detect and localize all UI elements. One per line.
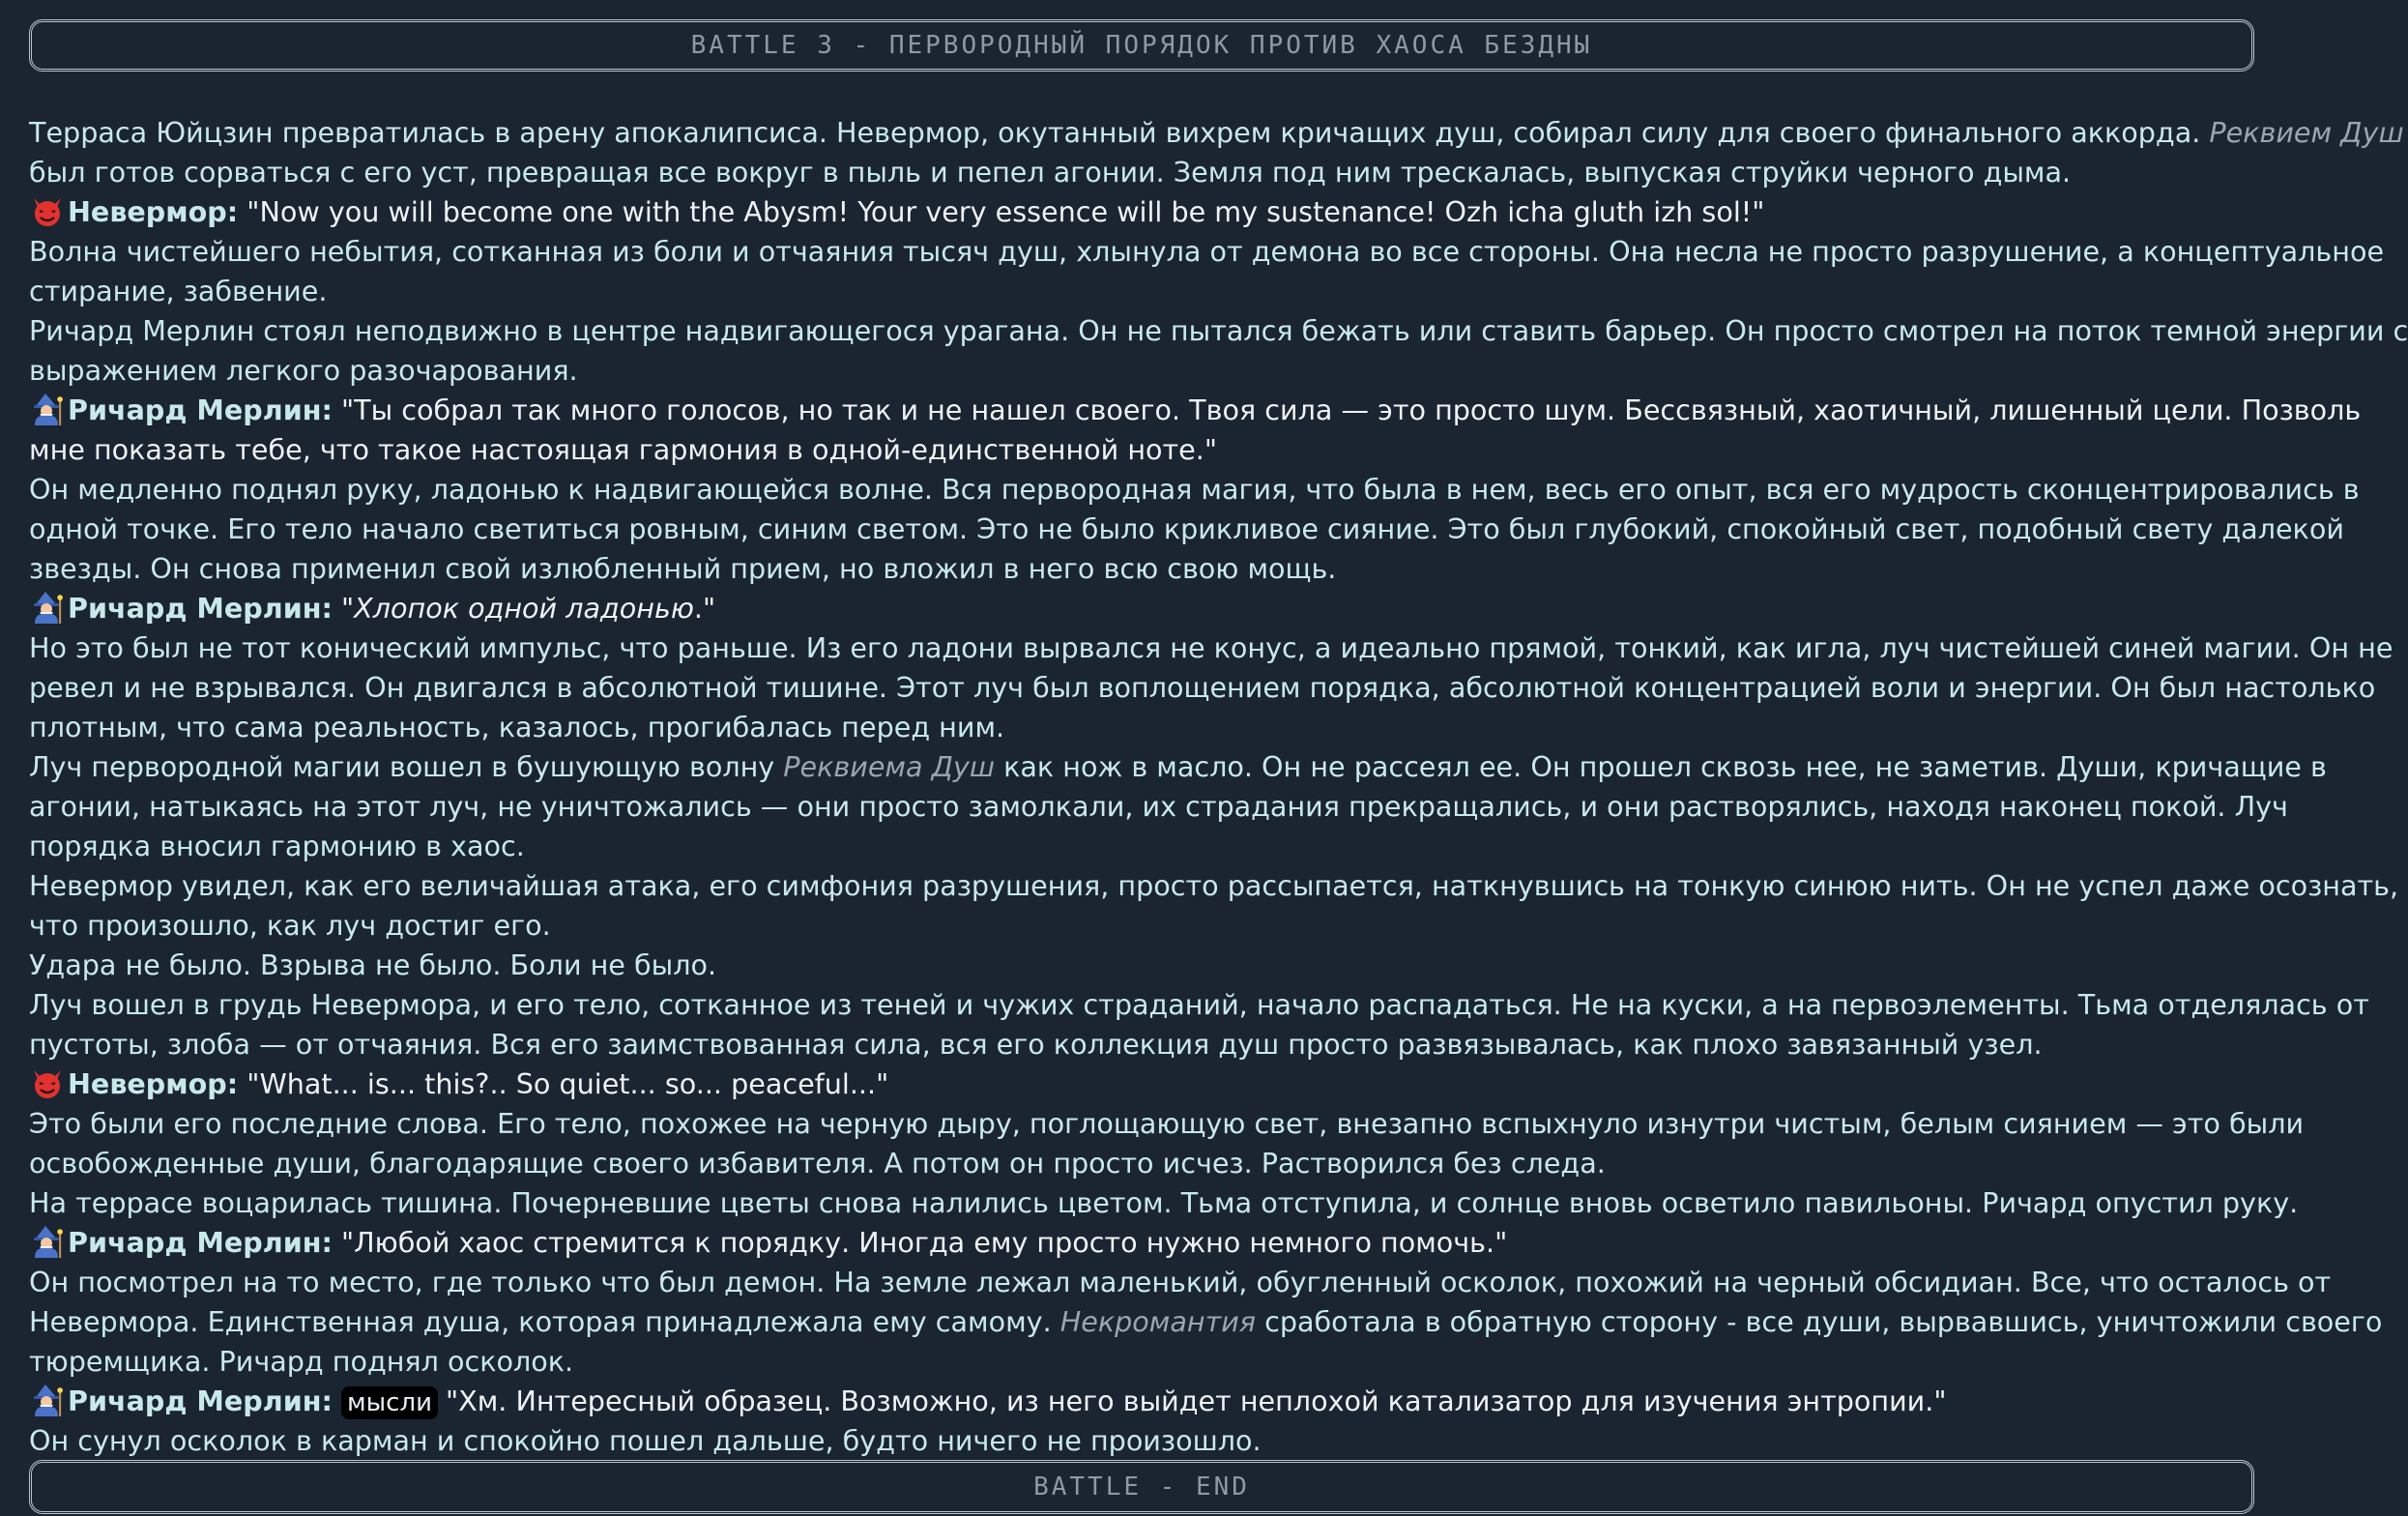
speaker-name: Ричард Мерлин: bbox=[68, 592, 333, 625]
mage-icon bbox=[29, 1384, 66, 1416]
battle-narration bbox=[29, 113, 2408, 1461]
narration-line: Он посмотрел на то место, где только что был демон. На земле лежал маленький, обугленный осколок, похожий на черный обсидиан. Все, что осталось от bbox=[29, 1266, 2332, 1298]
narration-line: пустоты, злоба — от отчаяния. Вся его заимствованная сила, вся его коллекция душ просто развязывалась, как плохо завязанный узел. bbox=[29, 1028, 2043, 1061]
narration-line: агонии, натыкаясь на этот луч, не уничтожались — они просто замолкали, их страдания прекращались, и они растворялись, находя наконец покой. Луч bbox=[29, 790, 2288, 823]
dialogue-line: Невермор: "Now you will become one with the Abysm! Your very essence will be my sustenance! Ozh icha gluth izh sol!" bbox=[29, 192, 2262, 232]
narration-line: Луч первородной магии вошел в бушующую волну Реквиема Душ как нож в масло. Он не рассеял ее. Он прошел сквозь нее, не заметив. Души, кричащие в bbox=[29, 750, 2327, 783]
narration-line: Он сунул осколок в карман и спокойно пошел дальше, будто ничего не произошло. bbox=[29, 1424, 1262, 1457]
mage-icon bbox=[29, 1225, 66, 1258]
narration-line: ревел и не взрывался. Он двигался в абсолютной тишине. Этот луч был воплощением порядка, абсолютной концентрацией воли и энергии. Он был настолько bbox=[29, 671, 2376, 704]
speaker-name: Ричард Мерлин: bbox=[68, 1385, 333, 1417]
dialogue-line: Ричард Мерлин: "Ты собрал так много голосов, но так и не нашел своего. Твоя сила — это просто шум. Бессвязный, хаотичный, лишенный цели. Позволь bbox=[29, 391, 2262, 430]
narration-line: звезды. Он снова применил свой излюбленный прием, но вложил в него всю свою мощь. bbox=[29, 552, 1337, 585]
narration-line: Невермора. Единственная душа, которая принадлежала ему самому. Некромантия сработала в обратную сторону - все души, вырвавшись, уничтожили своего bbox=[29, 1305, 2383, 1338]
narration-line: Он медленно поднял руку, ладонью к надвигающейся волне. Вся первородная магия, что была в нем, весь его опыт, вся его мудрость сконцентрировались в bbox=[29, 473, 2360, 506]
narration-line: Ричард Мерлин стоял неподвижно в центре надвигающегося урагана. Он не пытался бежать или ставить барьер. Он просто смотрел на поток темной энергии с bbox=[29, 314, 2408, 347]
narration-line: Удара не было. Взрыва не было. Боли не было. bbox=[29, 948, 717, 981]
narration-line: Невермор увидел, как его величайшая атака, его симфония разрушения, просто рассыпается, наткнувшись на тонкую синюю нить. Он не успел даже осознать, bbox=[29, 869, 2399, 902]
dialogue-line: Ричард Мерлин: "Хлопок одной ладонью." bbox=[29, 589, 2262, 628]
narration-line: На террасе воцарилась тишина. Почерневшие цветы снова налились цветом. Тьма отступила, и солнце вновь осветило павильоны. Ричард опустил руку. bbox=[29, 1186, 2299, 1219]
narration-line: освобожденные души, благодарящие своего избавителя. А потом он просто исчез. Растворился без следа. bbox=[29, 1147, 1606, 1180]
dialogue-line: мне показать тебе, что такое настоящая гармония в одной-единственной ноте." bbox=[29, 433, 1218, 466]
dialogue-line: Ричард Мерлин: "Любой хаос стремится к порядку. Иногда ему просто нужно немного помочь." bbox=[29, 1223, 2262, 1263]
narration-line: что произошло, как луч достиг его. bbox=[29, 909, 551, 942]
thought-badge: мысли bbox=[341, 1386, 438, 1419]
narration-line: Луч вошел в грудь Невермора, и его тело, сотканное из теней и чужих страданий, начало распадаться. Не на куски, а на первоэлементы. Тьма отделялась от bbox=[29, 988, 2369, 1021]
narration-line: Но это был не тот конический импульс, что раньше. Из его ладони вырвался не конус, а идеально прямой, тонкий, как игла, луч чистейшей синей магии. Он не bbox=[29, 631, 2393, 664]
dialogue-line: Ричард Мерлин: мысли "Хм. Интересный образец. Возможно, из него выйдет неплохой катализатор для изучения энтропии." bbox=[29, 1382, 2262, 1421]
devil-face-icon bbox=[29, 194, 66, 227]
battle-header: BATTLE 3 - ПЕРВОРОДНЫЙ ПОРЯДОК ПРОТИВ ХАОСА БЕЗДНЫ bbox=[29, 19, 2254, 72]
narration-line: тюремщика. Ричард поднял осколок. bbox=[29, 1345, 574, 1378]
speaker-name: Ричард Мерлин: bbox=[68, 394, 333, 426]
narration-line: одной точке. Его тело начало светиться ровным, синим светом. Это не было крикливое сияние. Это был глубокий, спокойный свет, подобный свету далекой bbox=[29, 512, 2344, 545]
mage-icon bbox=[29, 393, 66, 425]
narration-line: выражением легкого разочарования. bbox=[29, 354, 578, 387]
battle-footer: BATTLE - END bbox=[29, 1460, 2254, 1514]
narration-line: Волна чистейшего небытия, сотканная из боли и отчаяния тысяч душ, хлынула от демона во все стороны. Она несла не просто разрушение, а концептуальное bbox=[29, 235, 2385, 268]
spell-name: Хлопок одной ладонью bbox=[354, 592, 694, 625]
narration-line: плотным, что сама реальность, казалось, прогибалась перед ним. bbox=[29, 711, 1005, 743]
speaker-name: Ричард Мерлин: bbox=[68, 1226, 333, 1259]
speaker-name: Невермор: bbox=[68, 195, 239, 228]
spell-name: Некромантия bbox=[1059, 1305, 1257, 1338]
narration-line: Это были его последние слова. Его тело, похожее на черную дыру, поглощающую свет, внезапно вспыхнуло изнутри чистым, белым сиянием — это были bbox=[29, 1107, 2305, 1140]
speaker-name: Невермор: bbox=[68, 1067, 239, 1100]
narration-line: был готов сорваться с его уст, превращая все вокруг в пыль и пепел агонии. Земля под ним трескалась, выпуская струйки черного дыма. bbox=[29, 156, 2072, 189]
narration-line: Терраса Юйцзин превратилась в арену апокалипсиса. Невермор, окутанный вихрем кричащих душ, собирал силу для своего финального аккорда. Реквием Душ bbox=[29, 116, 2404, 149]
dialogue-line: Невермор: "What... is... this?.. So quiet... so... peaceful..." bbox=[29, 1064, 2262, 1104]
spell-name: Реквием Душ bbox=[2209, 116, 2404, 149]
devil-face-icon bbox=[29, 1066, 66, 1099]
narration-line: порядка вносил гармонию в хаос. bbox=[29, 830, 525, 862]
narration-line: стирание, забвение. bbox=[29, 275, 328, 307]
spell-name: Реквиема Душ bbox=[783, 750, 996, 783]
mage-icon bbox=[29, 591, 66, 624]
